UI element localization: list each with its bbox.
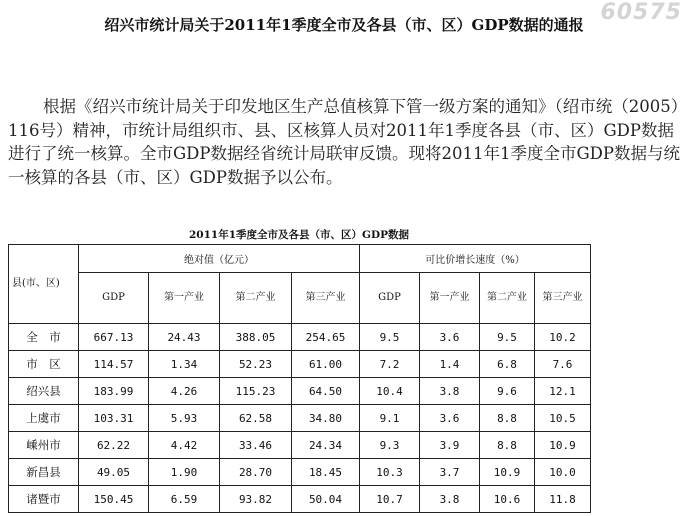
value-cell: 7.2 bbox=[360, 351, 420, 378]
table-row bbox=[9, 486, 591, 513]
column-header: 第三产业 bbox=[535, 273, 591, 324]
column-header: GDP bbox=[360, 273, 420, 324]
group-header-growth: 可比价增长速度（%） bbox=[360, 245, 591, 273]
value-cell: 6.59 bbox=[149, 486, 220, 513]
table-row bbox=[9, 459, 591, 486]
table-row bbox=[9, 324, 591, 351]
value-cell: 11.8 bbox=[535, 486, 591, 513]
value-cell: 150.45 bbox=[79, 486, 149, 513]
value-cell: 18.45 bbox=[292, 459, 360, 486]
value-cell: 3.6 bbox=[420, 405, 480, 432]
value-cell: 62.22 bbox=[79, 432, 149, 459]
column-header: 第三产业 bbox=[292, 273, 360, 324]
value-cell: 10.4 bbox=[360, 378, 420, 405]
value-cell: 6.8 bbox=[480, 351, 535, 378]
value-cell: 61.00 bbox=[292, 351, 360, 378]
value-cell: 4.26 bbox=[149, 378, 220, 405]
value-cell: 10.5 bbox=[535, 405, 591, 432]
value-cell: 8.8 bbox=[480, 405, 535, 432]
intro-paragraph: 根据《绍兴市统计局关于印发地区生产总值核算下管一级方案的通知》（绍市统（2005）116号）精神，市统计局组织市、县、区核算人员对2011年1季度各县（市、区）GDP数据进行了统一核算。全市GDP数据经省统计局联审反馈。现将2011年1季度全市GDP数据与统一核算的各县（市、区）GDP数据予以公布。 bbox=[8, 97, 681, 187]
region-cell: 嵊州市 bbox=[9, 432, 79, 459]
value-cell: 9.3 bbox=[360, 432, 420, 459]
row-header-cell: 县(市、区) bbox=[9, 245, 79, 324]
value-cell: 62.58 bbox=[220, 405, 292, 432]
table-header-column-row bbox=[9, 273, 591, 324]
value-cell: 5.93 bbox=[149, 405, 220, 432]
value-cell: 1.4 bbox=[420, 351, 480, 378]
value-cell: 50.04 bbox=[292, 486, 360, 513]
value-cell: 667.13 bbox=[79, 324, 149, 351]
value-cell: 4.42 bbox=[149, 432, 220, 459]
value-cell: 3.8 bbox=[420, 486, 480, 513]
value-cell: 103.31 bbox=[79, 405, 149, 432]
document-title: 绍兴市统计局关于2011年1季度全市及各县（市、区）GDP数据的通报 bbox=[104, 16, 584, 34]
table-row bbox=[9, 378, 591, 405]
value-cell: 183.99 bbox=[79, 378, 149, 405]
value-cell: 7.6 bbox=[535, 351, 591, 378]
table-row bbox=[9, 432, 591, 459]
region-cell: 全 市 bbox=[9, 324, 79, 351]
value-cell: 10.6 bbox=[480, 486, 535, 513]
column-header: GDP bbox=[79, 273, 149, 324]
value-cell: 49.05 bbox=[79, 459, 149, 486]
value-cell: 9.5 bbox=[360, 324, 420, 351]
value-cell: 3.6 bbox=[420, 324, 480, 351]
column-header: 第一产业 bbox=[149, 273, 220, 324]
value-cell: 9.6 bbox=[480, 378, 535, 405]
value-cell: 8.8 bbox=[480, 432, 535, 459]
value-cell: 10.0 bbox=[535, 459, 591, 486]
value-cell: 33.46 bbox=[220, 432, 292, 459]
column-header: 第一产业 bbox=[420, 273, 480, 324]
value-cell: 115.23 bbox=[220, 378, 292, 405]
table-header-group-row bbox=[9, 245, 591, 273]
value-cell: 1.90 bbox=[149, 459, 220, 486]
value-cell: 34.80 bbox=[292, 405, 360, 432]
region-cell: 诸暨市 bbox=[9, 486, 79, 513]
gdp-table bbox=[8, 244, 591, 513]
table-row bbox=[9, 405, 591, 432]
column-header: 第二产业 bbox=[220, 273, 292, 324]
value-cell: 9.1 bbox=[360, 405, 420, 432]
region-cell: 市 区 bbox=[9, 351, 79, 378]
value-cell: 3.8 bbox=[420, 378, 480, 405]
value-cell: 10.3 bbox=[360, 459, 420, 486]
value-cell: 24.34 bbox=[292, 432, 360, 459]
value-cell: 9.5 bbox=[480, 324, 535, 351]
value-cell: 10.9 bbox=[535, 432, 591, 459]
value-cell: 10.9 bbox=[480, 459, 535, 486]
value-cell: 254.65 bbox=[292, 324, 360, 351]
region-cell: 绍兴县 bbox=[9, 378, 79, 405]
value-cell: 28.70 bbox=[220, 459, 292, 486]
value-cell: 24.43 bbox=[149, 324, 220, 351]
value-cell: 10.7 bbox=[360, 486, 420, 513]
value-cell: 64.50 bbox=[292, 378, 360, 405]
table-row bbox=[9, 351, 591, 378]
value-cell: 93.82 bbox=[220, 486, 292, 513]
value-cell: 10.2 bbox=[535, 324, 591, 351]
region-cell: 新昌县 bbox=[9, 459, 79, 486]
value-cell: 388.05 bbox=[220, 324, 292, 351]
value-cell: 12.1 bbox=[535, 378, 591, 405]
value-cell: 52.23 bbox=[220, 351, 292, 378]
group-header-absolute: 绝对值（亿元） bbox=[79, 245, 360, 273]
value-cell: 3.7 bbox=[420, 459, 480, 486]
value-cell: 1.34 bbox=[149, 351, 220, 378]
table-title: 2011年1季度全市及各县（市、区）GDP数据 bbox=[189, 229, 409, 241]
value-cell: 3.9 bbox=[420, 432, 480, 459]
site-watermark: 60575 bbox=[600, 0, 682, 25]
column-header: 第二产业 bbox=[480, 273, 535, 324]
region-cell: 上虞市 bbox=[9, 405, 79, 432]
value-cell: 114.57 bbox=[79, 351, 149, 378]
